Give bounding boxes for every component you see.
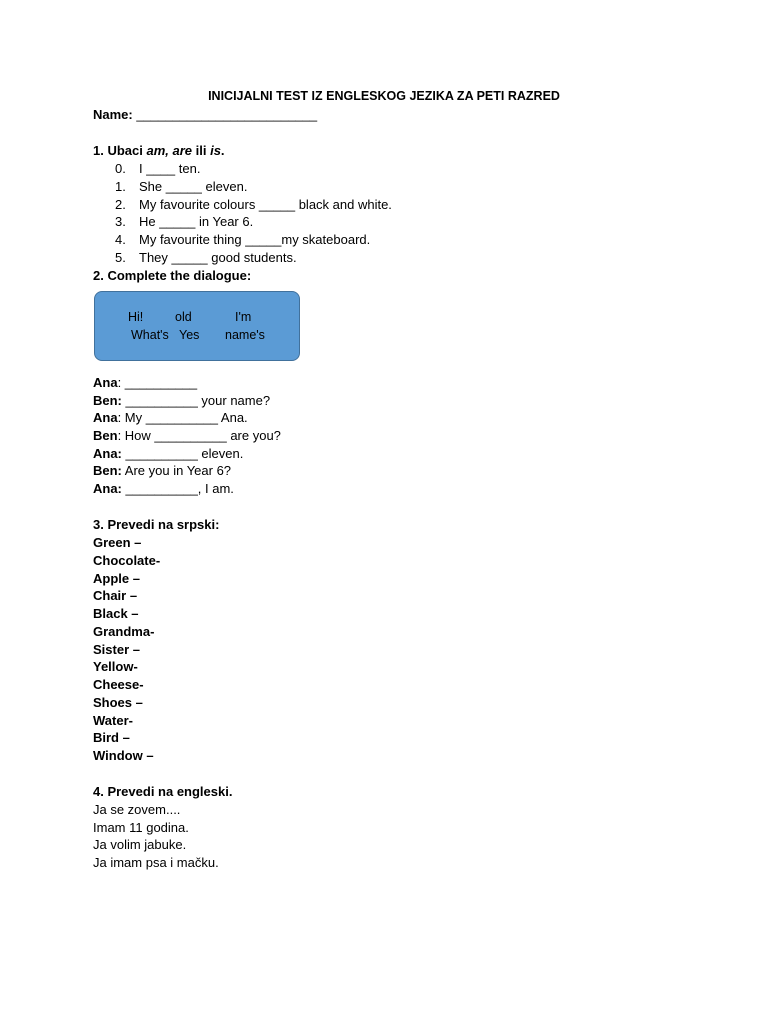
translate-sentence: Ja volim jabuke. [93, 837, 187, 852]
vocab-word: Bird – [93, 730, 130, 745]
list-item-number: 1. [115, 179, 126, 194]
word-bank-word: I'm [235, 310, 252, 324]
vocab-word: Grandma- [93, 624, 155, 639]
list-item: I ____ ten. [139, 161, 201, 176]
dialogue-line [93, 392, 270, 409]
dialogue-speaker: Ana: [93, 446, 122, 461]
vocab-word: Shoes – [93, 695, 143, 710]
word-bank-word: What's [131, 328, 169, 342]
section1-prefix: 1. Ubaci [93, 143, 147, 158]
dialogue-text: Are you in Year 6? [121, 463, 232, 478]
page-title: INICIJALNI TEST IZ ENGLESKOG JEZIKA ZA PETI RAZRED [208, 89, 560, 103]
name-line [93, 106, 317, 123]
vocab-word: Apple – [93, 571, 140, 586]
section1-middle: ili [192, 143, 211, 158]
word-bank-box [94, 291, 300, 361]
vocab-word: Sister – [93, 642, 140, 657]
list-item: She _____ eleven. [139, 179, 248, 194]
word-bank-word: Yes [179, 328, 200, 342]
translate-sentence: Ja imam psa i mačku. [93, 855, 219, 870]
vocab-word: Black – [93, 606, 139, 621]
word-bank-word: old [175, 310, 192, 324]
dialogue-line [93, 462, 231, 479]
name-blank: _________________________ [132, 107, 318, 122]
list-item: My favourite colours _____ black and white. [139, 197, 392, 212]
section1-words: am, are [146, 143, 193, 158]
section1-last: is [210, 143, 221, 158]
list-item-number: 4. [115, 232, 126, 247]
vocab-word: Chair – [93, 588, 138, 603]
section2-heading: 2. Complete the dialogue: [93, 268, 252, 283]
section1-end: . [220, 143, 225, 158]
vocab-word: Window – [93, 748, 154, 763]
dialogue-line [93, 409, 248, 426]
dialogue-line [93, 445, 243, 462]
section1-heading [93, 142, 225, 159]
list-item-number: 2. [115, 197, 126, 212]
list-item: They _____ good students. [139, 250, 297, 265]
dialogue-text: __________ eleven. [121, 446, 244, 461]
dialogue-speaker: Ben: [93, 463, 122, 478]
section3-heading: 3. Prevedi na srpski: [93, 517, 220, 532]
list-item: My favourite thing _____my skateboard. [139, 232, 371, 247]
dialogue-speaker: Ben: [93, 393, 122, 408]
word-bank-word: name's [225, 328, 265, 342]
translate-sentence: Imam 11 godina. [93, 820, 189, 835]
dialogue-text: __________, I am. [121, 481, 234, 496]
translate-sentence: Ja se zovem.... [93, 802, 181, 817]
vocab-word: Water- [93, 713, 133, 728]
dialogue-line [93, 374, 197, 391]
dialogue-line [93, 480, 234, 497]
list-item-number: 5. [115, 250, 126, 265]
dialogue-text: : How __________ are you? [117, 428, 281, 443]
dialogue-text: : My __________ Ana. [117, 410, 248, 425]
section4-heading: 4. Prevedi na engleski. [93, 784, 233, 799]
vocab-word: Cheese- [93, 677, 144, 692]
dialogue-speaker: Ben [93, 428, 118, 443]
dialogue-line [93, 427, 281, 444]
list-item-number: 3. [115, 214, 126, 229]
dialogue-speaker: Ana [93, 410, 118, 425]
dialogue-text: : __________ [117, 375, 198, 390]
list-item: He _____ in Year 6. [139, 214, 254, 229]
word-bank-word: Hi! [128, 310, 144, 324]
dialogue-speaker: Ana: [93, 481, 122, 496]
vocab-word: Yellow- [93, 659, 138, 674]
dialogue-speaker: Ana [93, 375, 118, 390]
name-label: Name: [93, 107, 133, 122]
vocab-word: Green – [93, 535, 142, 550]
vocab-word: Chocolate- [93, 553, 161, 568]
dialogue-text: __________ your name? [121, 393, 271, 408]
list-item-number: 0. [115, 161, 126, 176]
